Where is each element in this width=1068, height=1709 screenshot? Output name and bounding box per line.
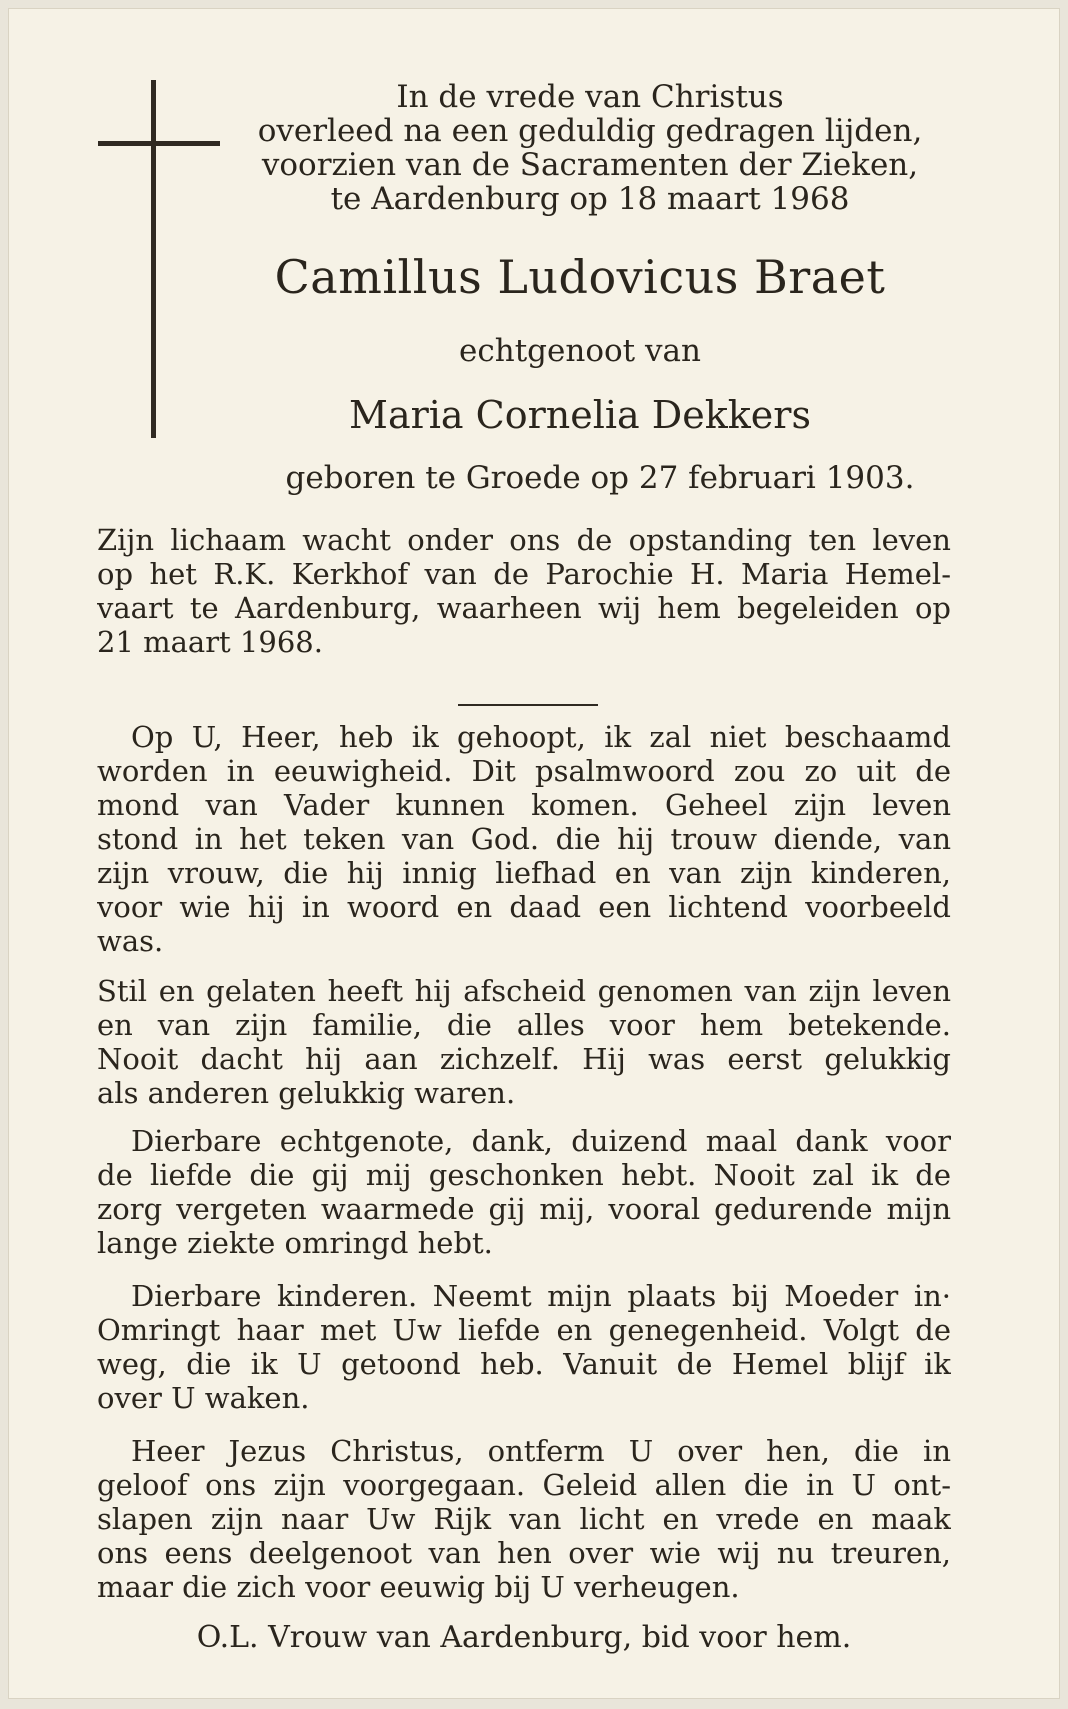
paragraph-line: slapen zijn naar Uw Rijk van licht en vrede en maak — [97, 1502, 951, 1536]
birth-line: geboren te Groede op 27 februari 1903. — [285, 460, 915, 496]
intro-line: te Aardenburg op 18 maart 1968 — [330, 181, 850, 217]
paragraph-line: was. — [97, 924, 164, 958]
paragraph-line: zijn vrouw, die hij innig liefhad en van zijn kinderen, — [97, 856, 951, 890]
intro-line: In de vrede van Christus — [396, 79, 784, 115]
paragraph-farewell — [97, 974, 951, 1110]
paragraph-line: geloof ons zijn voorgegaan. Geleid allen die in U ont- — [97, 1468, 951, 1502]
spouse-name: Maria Cornelia Dekkers — [349, 393, 811, 437]
paragraph-line: over U waken. — [97, 1381, 310, 1415]
paragraph-line: de liefde die gij mij geschonken hebt. Nooit zal ik de — [97, 1158, 951, 1192]
divider-rule — [458, 704, 598, 706]
intro-text — [240, 80, 940, 216]
spouse-label: echtgenoot van — [459, 333, 701, 369]
paragraph-line: als anderen gelukkig waren. — [97, 1076, 516, 1110]
paragraph-line: op het R.K. Kerkhof van de Parochie H. Maria Hemel- — [97, 557, 951, 591]
paragraph-line: en van zijn familie, die alles voor hem betekende. — [97, 1008, 951, 1042]
paragraph-line: Op U, Heer, heb ik gehoopt, ik zal niet beschaamd — [131, 720, 951, 754]
paragraph-line: Nooit dacht hij aan zichzelf. Hij was eerst gelukkig — [97, 1042, 951, 1076]
paragraph-line: Dierbare kinderen. Neemt mijn plaats bij Moeder in· — [131, 1279, 951, 1313]
paragraph-line: weg, die ik U getoond heb. Vanuit de Hemel blijf ik — [97, 1347, 951, 1381]
paragraph-line: vaart te Aardenburg, waarheen wij hem begeleiden op — [97, 591, 951, 625]
intro-line: overleed na een geduldig gedragen lijden, — [257, 113, 923, 149]
paragraph-psalm — [97, 720, 951, 958]
paragraph-children — [97, 1279, 951, 1415]
paragraph-line: Heer Jezus Christus, ontferm U over hen, die in — [131, 1434, 951, 1468]
paragraph-line: stond in het teken van God. die hij trouw diende, van — [97, 822, 951, 856]
paragraph-line: Dierbare echtgenote, dank, duizend maal dank voor — [131, 1124, 951, 1158]
paragraph-line: worden in eeuwigheid. Dit psalmwoord zou zo uit de — [97, 754, 951, 788]
cross-icon-bar — [98, 141, 220, 146]
paragraph-line: 21 maart 1968. — [97, 625, 323, 659]
paragraph-line: zorg vergeten waarmede gij mij, vooral gedurende mijn — [97, 1192, 951, 1226]
burial-paragraph — [97, 523, 951, 659]
paragraph-spouse — [97, 1124, 951, 1260]
paragraph-line: Stil en gelaten heeft hij afscheid genomen van zijn leven — [97, 974, 951, 1008]
paragraph-prayer — [97, 1434, 951, 1604]
paragraph-line: mond van Vader kunnen komen. Geheel zijn leven — [97, 788, 951, 822]
deceased-name: Camillus Ludovicus Braet — [274, 250, 886, 304]
closing-invocation: O.L. Vrouw van Aardenburg, bid voor hem. — [196, 1620, 852, 1655]
paragraph-line: lange ziekte omringd hebt. — [97, 1226, 493, 1260]
paragraph-line: ons eens deelgenoot van hen over wie wij nu treuren, — [97, 1536, 951, 1570]
paragraph-line: Zijn lichaam wacht onder ons de opstanding ten leven — [97, 523, 951, 557]
paragraph-line: voor wie hij in woord en daad een lichtend voorbeeld — [97, 890, 951, 924]
cross-icon — [151, 80, 156, 438]
intro-line: voorzien van de Sacramenten der Zieken, — [261, 147, 919, 183]
paragraph-line: maar die zich voor eeuwig bij U verheugen. — [97, 1570, 740, 1604]
paragraph-line: Omringt haar met Uw liefde en genegenheid. Volgt de — [97, 1313, 951, 1347]
